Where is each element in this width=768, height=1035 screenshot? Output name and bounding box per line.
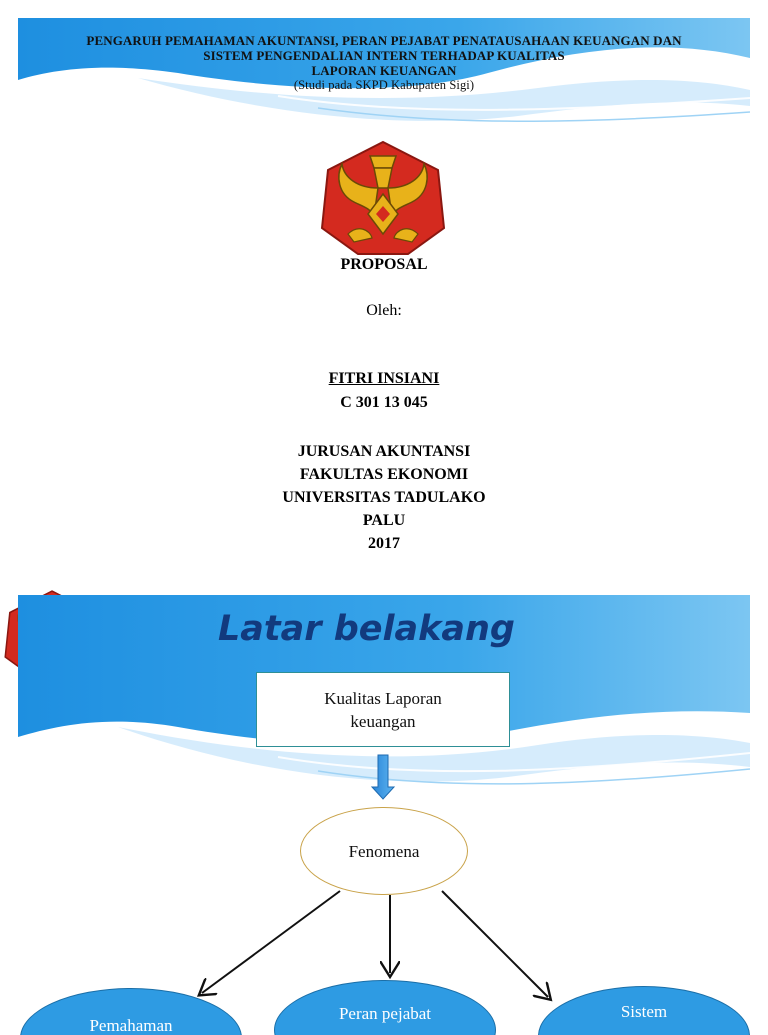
box-line-2: keuangan bbox=[350, 712, 416, 731]
city: PALU bbox=[362, 512, 406, 529]
title-line-3: LAPORAN KEUANGAN bbox=[311, 63, 457, 78]
title-line-2: SISTEM PENGENDALIAN INTERN TERHADAP KUALITAS bbox=[203, 48, 565, 63]
arrow-right-line bbox=[442, 891, 548, 997]
institution-block bbox=[18, 440, 750, 555]
slide-title: Latar belakang bbox=[218, 609, 515, 649]
down-block-arrow-icon bbox=[372, 755, 394, 799]
background-slide bbox=[18, 595, 750, 1035]
document-type: PROPOSAL bbox=[340, 256, 428, 273]
by-label: Oleh: bbox=[366, 302, 402, 319]
title-subtitle: (Studi pada SKPD Kabupaten Sigi) bbox=[293, 78, 475, 92]
department: JURUSAN AKUNTANSI bbox=[297, 443, 471, 460]
cover-slide bbox=[18, 18, 750, 566]
system-node-label: Sistem bbox=[620, 1002, 668, 1021]
title-line-1: PENGARUH PEMAHAMAN AKUNTANSI, PERAN PEJABAT PENATAUSAHAAN KEUANGAN DAN bbox=[86, 33, 682, 48]
understanding-node-label: Pemahaman bbox=[89, 1016, 173, 1035]
faculty: FAKULTAS EKONOMI bbox=[299, 466, 469, 483]
year: 2017 bbox=[368, 535, 400, 552]
box-line-1: Kualitas Laporan bbox=[324, 689, 442, 708]
proposal-title-block bbox=[18, 33, 750, 92]
author-name: FITRI INSIANI bbox=[328, 370, 440, 387]
university-seal-logo bbox=[318, 138, 448, 258]
official-role-node-label: Peran pejabat bbox=[338, 1004, 432, 1023]
arrow-left-line bbox=[202, 891, 340, 993]
phenomenon-node: Fenomena bbox=[300, 807, 468, 895]
student-id: C 301 13 045 bbox=[340, 394, 428, 411]
university: UNIVERSITAS TADULAKO bbox=[282, 489, 486, 506]
